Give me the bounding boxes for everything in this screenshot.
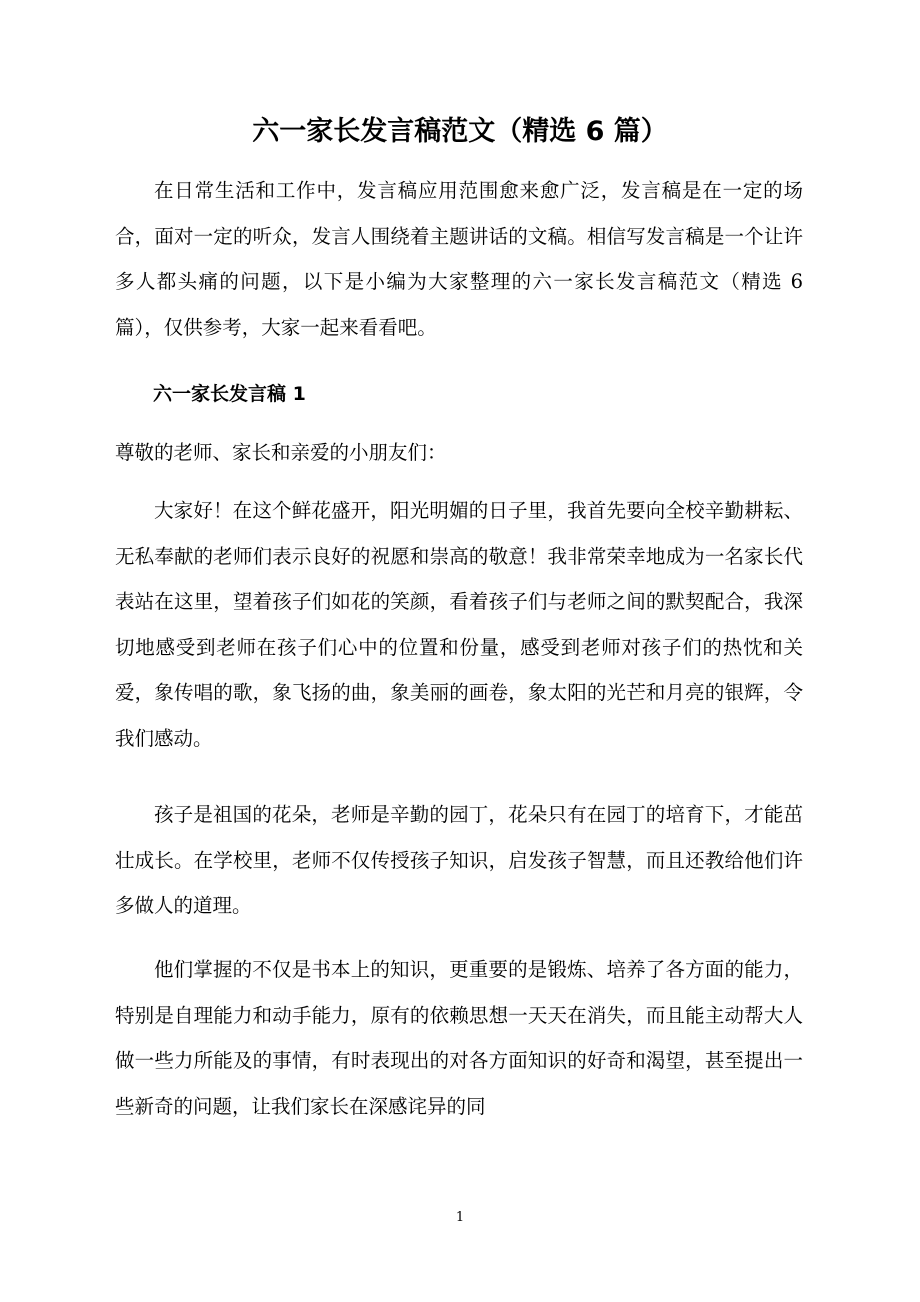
document-title: 六一家长发言稿范文（精选 6 篇） [252,116,668,147]
page-number: 1 [455,1210,465,1225]
body-paragraph: 大家好！在这个鲜花盛开，阳光明媚的日子里，我首先要向全校辛勤耕耘、无私奉献的老师们表示良好的祝愿和崇高的敬意！我非常荣幸地成为一名家长代表站在这里，望着孩子们如花的笑颜，看着孩子们与老师之间的默契配合，我深切地感受到老师在孩子们心中的位置和份量，感受到老师对孩子们的热忱和关爱，象传唱的歌，象飞扬的曲，象美丽的画卷，象太阳的光芒和月亮的银辉，令我们感动。 [115,499,803,750]
salutation: 尊敬的老师、家长和亲爱的小朋友们： [115,441,447,464]
body-paragraph: 孩子是祖国的花朵，老师是辛勤的园丁，花朵只有在园丁的培育下，才能茁壮成长。在学校里，老师不仅传授孩子知识，启发孩子智慧，而且还教给他们许多做人的道理。 [115,803,803,917]
body-paragraph: 他们掌握的不仅是书本上的知识，更重要的是锻炼、培养了各方面的能力，特别是自理能力和动手能力，原有的依赖思想一天天在消失，而且能主动帮大人做一些力所能及的事情，有时表现出的对各方面知识的好奇和渴望，甚至提出一些新奇的问题，让我们家长在深感诧异的同 [115,958,803,1118]
intro-paragraph: 在日常生活和工作中，发言稿应用范围愈来愈广泛，发言稿是在一定的场合，面对一定的听众，发言人围绕着主题讲话的文稿。相信写发言稿是一个让许多人都头痛的问题，以下是小编为大家整理的六一家长发言稿范文（精选 6 篇），仅供参考，大家一起来看看吧。 [115,179,803,339]
section-heading: 六一家长发言稿 1 [153,383,306,405]
